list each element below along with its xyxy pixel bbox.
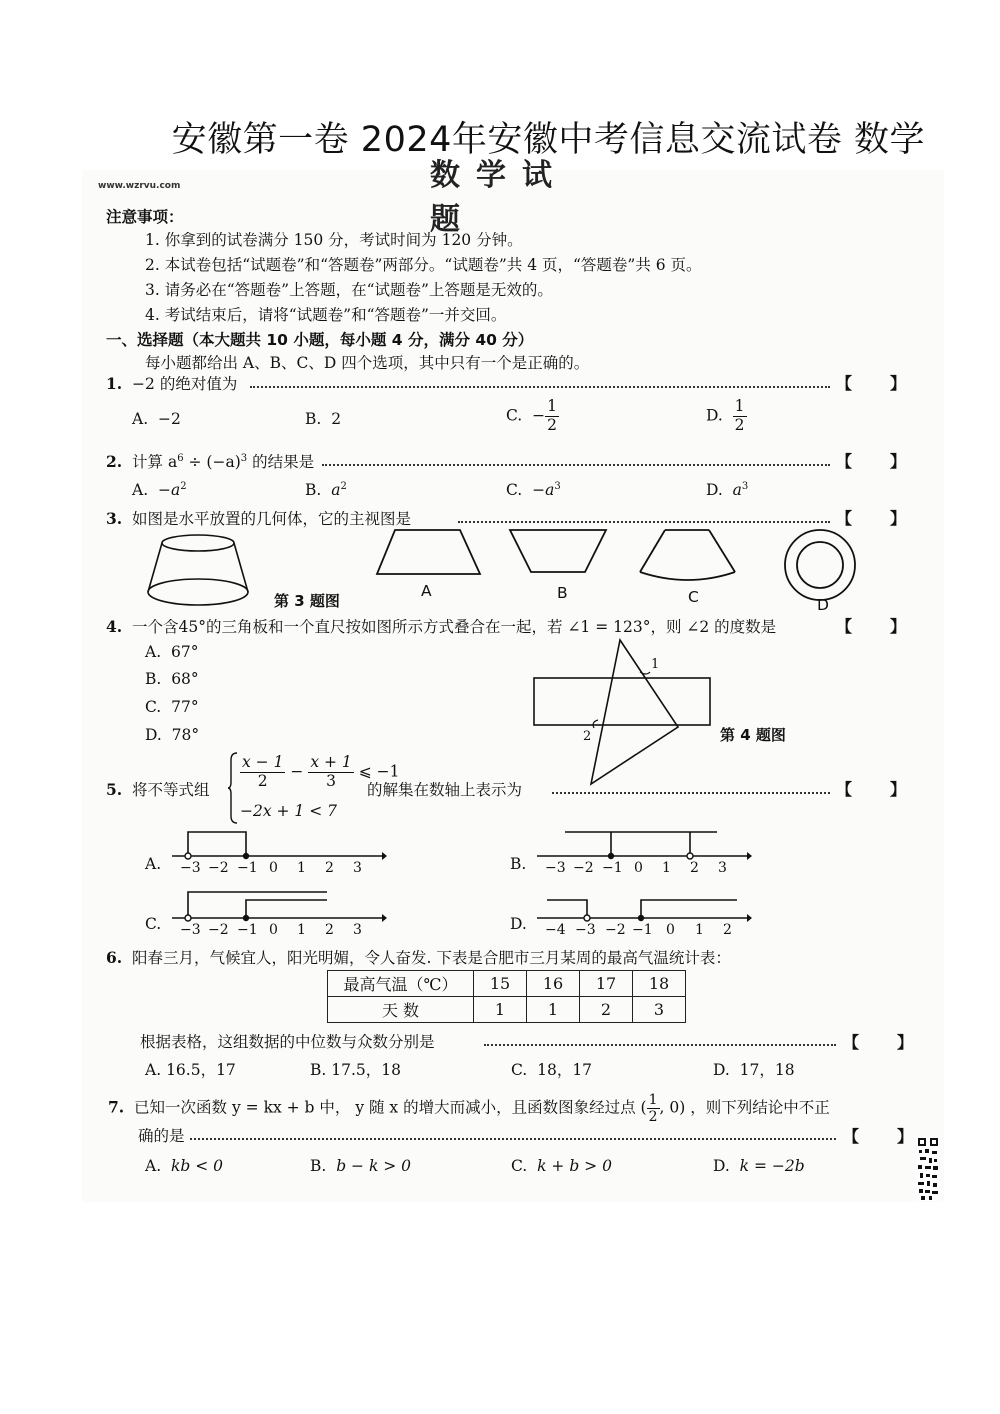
- q3-label-a[interactable]: A: [421, 582, 432, 600]
- q7-stem-line2: 确的是: [138, 1127, 185, 1145]
- q2-bracket-close: 】: [890, 452, 907, 471]
- q6-option-b[interactable]: B. 17.5，18: [310, 1061, 402, 1079]
- table-cell: 15: [474, 971, 527, 997]
- notice-item-1: 1. 你拿到的试卷满分 150 分，考试时间为 120 分钟。: [145, 231, 523, 249]
- q5-bracket-open: 【: [836, 780, 853, 799]
- q7-dots: [190, 1138, 836, 1140]
- q6-temperature-table: [327, 970, 686, 1023]
- q7-option-d[interactable]: D. k = −2b: [713, 1157, 805, 1175]
- table-cell: 1: [474, 997, 527, 1023]
- q3-bracket-close: 】: [890, 509, 907, 528]
- q6-bracket-open: 【: [843, 1033, 860, 1052]
- q1-stem: [106, 372, 237, 394]
- q7-option-a[interactable]: A. kb < 0: [145, 1157, 224, 1175]
- q5-numberline-d: [537, 888, 752, 918]
- q6-stem: 6. 阳春三月，气候宜人，阳光明媚，令人奋发. 下表是合肥市三月某周的最高气温统计表：: [106, 948, 731, 967]
- q1-bracket-open: 【: [836, 374, 853, 393]
- q3-label-c[interactable]: C: [688, 588, 699, 606]
- q4-option-d[interactable]: D. 78°: [145, 726, 200, 744]
- q2-dots: [322, 464, 830, 466]
- q4-ruler: [534, 678, 710, 725]
- paper-title: 数学试题: [430, 158, 568, 237]
- q4-angle2-label: 2: [583, 729, 592, 744]
- q2-bracket-open: 【: [836, 452, 853, 471]
- q6-row2-header: 天 数: [328, 997, 474, 1023]
- q3-figures: [140, 530, 860, 615]
- table-cell: 2: [580, 997, 633, 1023]
- q2-stem: 2. 计算 $a^6 \div (-a)^3$ 的结果是: [106, 452, 315, 471]
- q6-question: 根据表格，这组数据的中位数与众数分别是: [140, 1033, 435, 1051]
- q6-dots: [484, 1044, 836, 1046]
- q5-number-text: 5. 将不等式组: [106, 780, 210, 799]
- q4-figure: [528, 636, 718, 788]
- q4-figure-caption: 第 4 题图: [720, 726, 786, 744]
- table-row: [328, 971, 686, 997]
- table-cell: 16: [527, 971, 580, 997]
- q5-numberline-c: [172, 888, 387, 918]
- q4-option-b[interactable]: B. 68°: [145, 670, 199, 688]
- page-banner-title: 安徽第一卷 2024年安徽中考信息交流试卷 数学: [171, 120, 925, 160]
- q3-option-c-figure: [640, 530, 735, 580]
- q3-label-b[interactable]: B: [557, 584, 568, 602]
- q7-option-c[interactable]: C. k + b > 0: [511, 1157, 612, 1175]
- q3-option-d-figure: [785, 530, 855, 600]
- notice-heading: 注意事项：: [106, 208, 184, 226]
- q1-option-b[interactable]: B. 2: [305, 410, 342, 428]
- q7-bracket-close: 】: [897, 1127, 914, 1146]
- q5-text-post: 的解集在数轴上表示为: [367, 781, 523, 799]
- q3-dots: [458, 521, 830, 523]
- q1-text: −2 的绝对值为: [132, 375, 238, 393]
- q1-number: 1.: [106, 374, 123, 393]
- q3-stem: 3. 如图是水平放置的几何体，它的主视图是: [106, 509, 412, 528]
- q1-bracket-close: 】: [890, 374, 907, 393]
- q5-numberline-b: [537, 826, 752, 856]
- q7-option-b[interactable]: B. b − k > 0: [310, 1157, 412, 1175]
- q7-stem: 7. 已知一次函数 y = kx + b 中， y 随 x 的增大而减小，且函数图象经过点 ( $\frac{1}{2}$ , 0) ，则下列结论中不正: [108, 1092, 830, 1126]
- q6-row1-header: 最高气温（℃）: [328, 971, 474, 997]
- q5-bracket-close: 】: [890, 780, 907, 799]
- q5-inequality-2: −2x + 1 < 7: [240, 802, 337, 820]
- table-cell: 1: [527, 997, 580, 1023]
- q2-option-b[interactable]: B. $a^2$: [305, 481, 347, 500]
- q4-bracket-open: 【: [836, 617, 853, 636]
- q1-dots: [250, 386, 830, 388]
- q3-frustum-figure: [148, 535, 248, 605]
- q2-option-c[interactable]: C. $-a^3$: [506, 481, 561, 500]
- q6-option-d[interactable]: D. 17，18: [713, 1061, 795, 1079]
- notice-item-4: 4. 考试结束后，请将“试题卷”和“答题卷”一并交回。: [145, 306, 507, 324]
- q4-stem: 4. 一个含45°的三角板和一个直尺按如图所示方式叠合在一起，若 ∠1 = 123°，则 ∠2 的度数是: [106, 617, 777, 636]
- q4-triangle: [591, 640, 678, 784]
- q1-option-c[interactable]: C. − $\frac{1}{2}$: [506, 397, 557, 434]
- q7-bracket-open: 【: [843, 1127, 860, 1146]
- q4-option-c[interactable]: C. 77°: [145, 698, 199, 716]
- q6-option-a[interactable]: A. 16.5，17: [145, 1061, 236, 1079]
- section1-sub: 每小题都给出 A、B、C、D 四个选项，其中只有一个是正确的。: [145, 354, 590, 372]
- q5-inequality-1: $\frac{x - 1}{2}$ − $\frac{x + 1}{3}$ ⩽ −1: [242, 753, 400, 790]
- table-cell: 17: [580, 971, 633, 997]
- q5-option-a-label[interactable]: A.: [145, 855, 162, 873]
- q3-figure-caption: 第 3 题图: [274, 592, 340, 610]
- q5-option-d-label[interactable]: D.: [510, 915, 527, 933]
- q5-numberline-a: [172, 826, 387, 856]
- q1-option-d[interactable]: D. $\frac{1}{2}$: [706, 397, 745, 434]
- table-cell: 3: [633, 997, 686, 1023]
- section1-heading: 一、选择题（本大题共 10 小题，每小题 4 分，满分 40 分）: [106, 331, 534, 349]
- q6-bracket-close: 】: [897, 1033, 914, 1052]
- q4-angle1-arc: [640, 672, 650, 674]
- notice-item-3: 3. 请务必在“答题卷”上答题，在“试题卷”上答题是无效的。: [145, 281, 553, 299]
- q4-angle2-arc: [593, 720, 598, 728]
- notice-item-2: 2. 本试卷包括“试题卷”和“答题卷”两部分。“试题卷”共 4 页，“答题卷”共 6 页。: [145, 256, 702, 274]
- qr-code-icon: [917, 1137, 939, 1201]
- q4-angle1-label: 1: [651, 657, 660, 672]
- q5-system-brace: [228, 752, 238, 824]
- q3-option-a-figure: [377, 530, 480, 574]
- q3-label-d[interactable]: D: [817, 596, 829, 614]
- q3-bracket-open: 【: [836, 509, 853, 528]
- site-watermark: www.wzrvu.com: [98, 181, 181, 191]
- q2-option-d[interactable]: D. $a^3$: [706, 481, 749, 500]
- q6-option-c[interactable]: C. 18，17: [511, 1061, 593, 1079]
- q5-option-b-label[interactable]: B.: [510, 855, 527, 873]
- table-row: [328, 997, 686, 1023]
- q3-option-b-figure: [510, 530, 606, 572]
- q4-option-a[interactable]: A. 67°: [145, 643, 199, 661]
- q5-dots: [552, 792, 830, 794]
- q2-option-a[interactable]: A. $-a^2$: [132, 481, 187, 500]
- q4-bracket-close: 】: [890, 617, 907, 636]
- q1-option-a[interactable]: A. −2: [132, 410, 181, 428]
- q5-option-c-label[interactable]: C.: [145, 915, 162, 933]
- table-cell: 18: [633, 971, 686, 997]
